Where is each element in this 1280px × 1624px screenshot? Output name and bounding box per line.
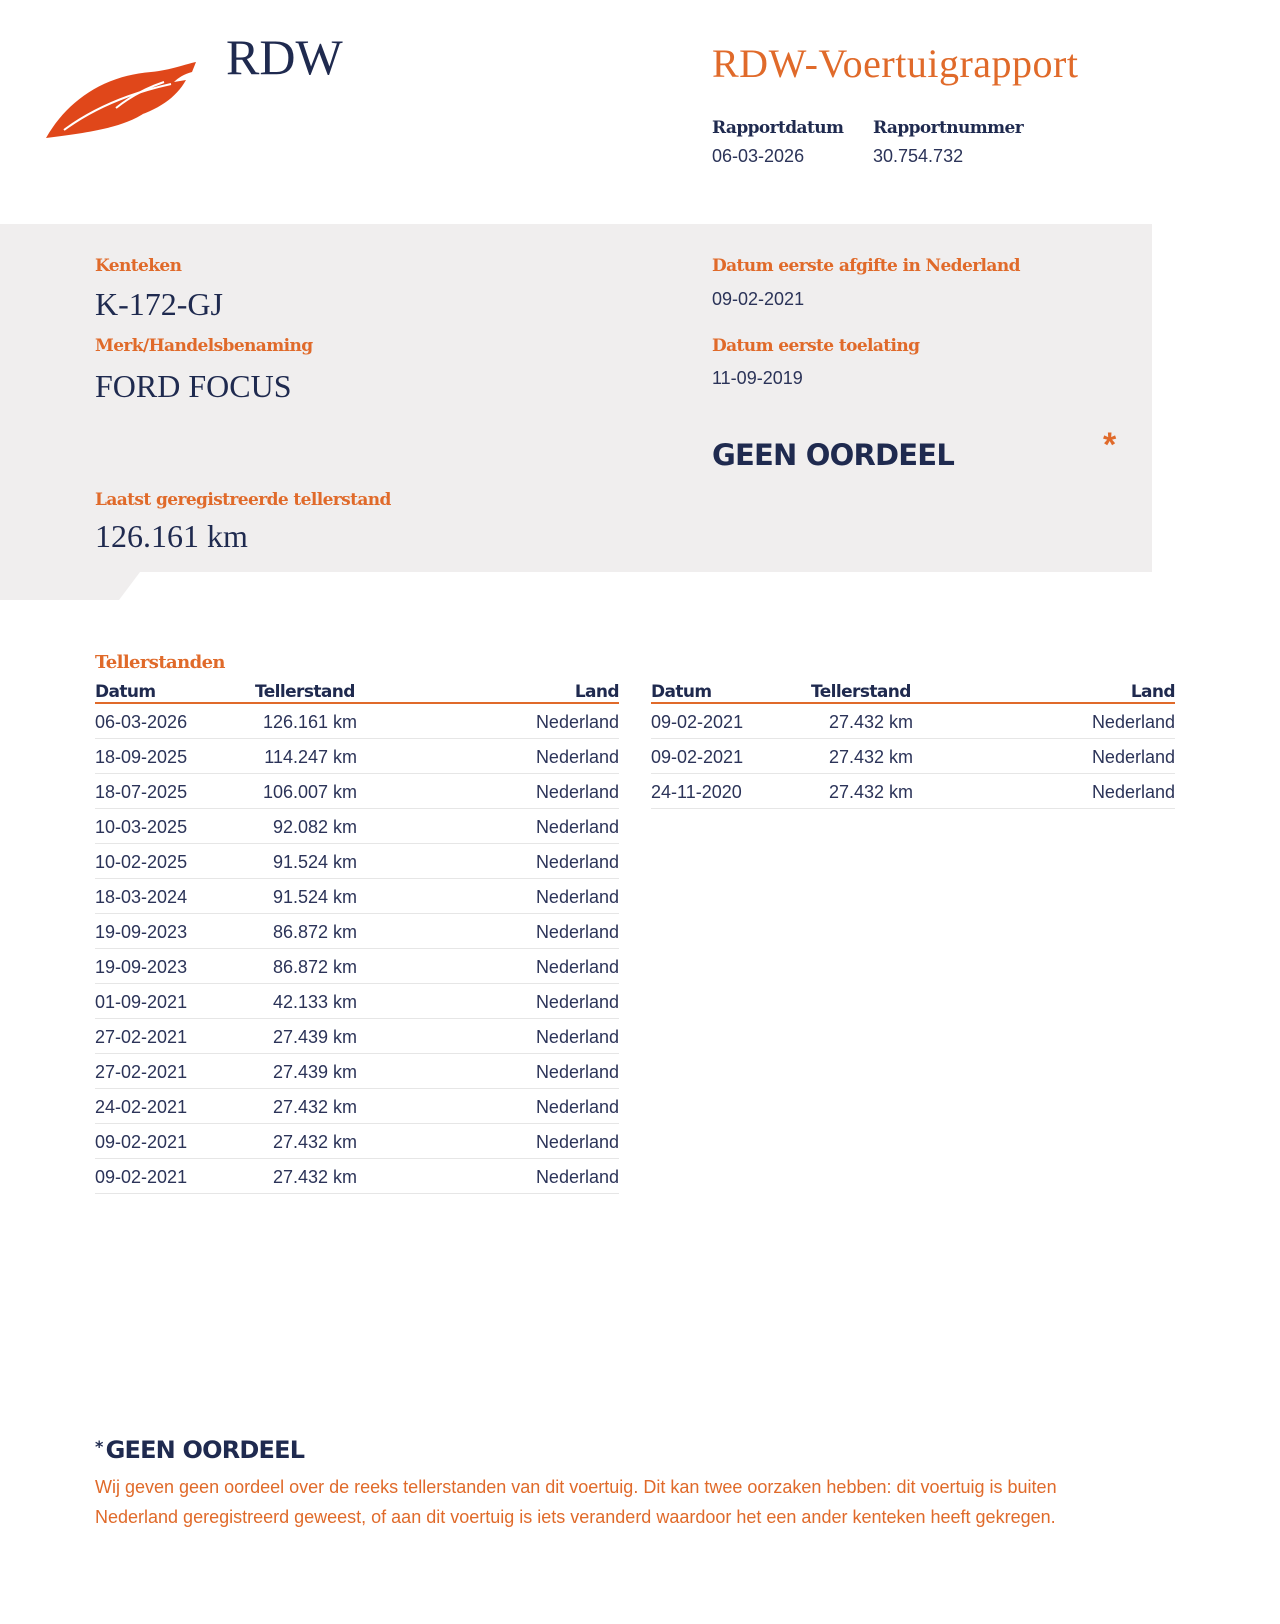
row-reading: 27.439 km: [272, 1027, 357, 1047]
table-row: [95, 949, 619, 984]
table-header: [95, 680, 619, 704]
table-row: [95, 914, 619, 949]
first-admission-value: 11-09-2019: [712, 368, 803, 388]
first-admission-label: Datum eerste toelating: [712, 336, 920, 356]
row-reading: 27.432 km: [828, 747, 913, 767]
report-date-value: 06-03-2026: [712, 146, 805, 166]
header-reading: Tellerstand: [255, 682, 355, 702]
row-reading: 27.432 km: [828, 782, 913, 802]
footnote-title: [95, 1436, 304, 1464]
row-reading: 92.082 km: [272, 817, 357, 837]
row-date: 27-02-2021: [95, 1062, 188, 1082]
table-row: [95, 1019, 619, 1054]
row-country: Nederland: [535, 1167, 619, 1187]
row-country: Nederland: [535, 852, 619, 872]
verdict-marker: *: [1103, 426, 1117, 464]
verdict: GEEN OORDEEL: [712, 438, 954, 472]
row-date: 01-09-2021: [95, 992, 188, 1012]
row-country: Nederland: [535, 782, 619, 802]
table-row: [95, 809, 619, 844]
row-country: Nederland: [535, 1062, 619, 1082]
report-number-label: Rapportnummer: [873, 118, 1024, 138]
row-reading: 86.872 km: [272, 922, 357, 942]
row-date: 06-03-2026: [95, 712, 188, 732]
row-country: Nederland: [535, 712, 619, 732]
table-row: [95, 879, 619, 914]
row-country: Nederland: [535, 817, 619, 837]
row-country: Nederland: [535, 747, 619, 767]
rdw-feather-logo-icon: [46, 58, 206, 140]
table-row: [95, 704, 619, 739]
plate-label: Kenteken: [95, 256, 182, 276]
make-value: FORD FOCUS: [95, 368, 292, 404]
plate-value: K-172-GJ: [95, 286, 223, 322]
table-row: [95, 739, 619, 774]
row-date: 18-03-2024: [95, 887, 188, 907]
mileage-value: 126.161 km: [95, 518, 248, 554]
row-country: Nederland: [535, 887, 619, 907]
table-row: [95, 1124, 619, 1159]
row-reading: 27.432 km: [272, 1097, 357, 1117]
row-reading: 114.247 km: [264, 747, 357, 767]
row-country: Nederland: [1091, 782, 1175, 802]
row-date: 18-07-2025: [95, 782, 188, 802]
mileage-label: Laatst geregistreerde tellerstand: [95, 490, 391, 510]
report-date-label: Rapportdatum: [712, 118, 844, 138]
header-country: Land: [1130, 682, 1175, 702]
row-date: 09-02-2021: [651, 712, 744, 732]
first-nl-label: Datum eerste afgifte in Nederland: [712, 256, 1020, 276]
row-date: 24-11-2020: [651, 782, 742, 802]
table-row: [95, 1054, 619, 1089]
row-reading: 27.432 km: [272, 1132, 357, 1152]
row-country: Nederland: [1091, 747, 1175, 767]
row-date: 10-03-2025: [95, 817, 188, 837]
row-country: Nederland: [535, 922, 619, 942]
row-date: 19-09-2023: [95, 922, 188, 942]
row-reading: 42.133 km: [272, 992, 357, 1012]
table-row: [95, 774, 619, 809]
table-row: [651, 704, 1175, 739]
row-country: Nederland: [1091, 712, 1175, 732]
header-date: Datum: [651, 682, 712, 702]
table-row: [95, 1089, 619, 1124]
report-title: RDW-Voertuigrapport: [712, 41, 1079, 86]
header-country: Land: [574, 682, 619, 702]
row-country: Nederland: [535, 1027, 619, 1047]
row-reading: 27.439 km: [272, 1062, 357, 1082]
row-date: 27-02-2021: [95, 1027, 188, 1047]
row-date: 19-09-2023: [95, 957, 188, 977]
table-row: [651, 774, 1175, 809]
brand-name: RDW: [226, 29, 343, 85]
odometer-table-left: [95, 680, 619, 1194]
report-date: [712, 118, 843, 167]
header-date: Datum: [95, 682, 156, 702]
row-date: 18-09-2025: [95, 747, 188, 767]
row-reading: 91.524 km: [272, 887, 357, 907]
first-nl-value: 09-02-2021: [712, 289, 805, 309]
table-header: [651, 680, 1175, 704]
footnote-title-text: GEEN OORDEEL: [105, 1436, 305, 1464]
table-row: [95, 1159, 619, 1194]
row-country: Nederland: [535, 1132, 619, 1152]
report-number-value: 30.754.732: [873, 146, 964, 166]
row-date: 09-02-2021: [95, 1167, 188, 1187]
make-label: Merk/Handelsbenaming: [95, 336, 313, 356]
panel-tail-decoration: [0, 572, 140, 600]
table-row: [95, 844, 619, 879]
report-number: [873, 118, 1023, 167]
row-reading: 106.007 km: [262, 782, 357, 802]
row-reading: 126.161 km: [262, 712, 357, 732]
row-reading: 27.432 km: [828, 712, 913, 732]
row-country: Nederland: [535, 1097, 619, 1117]
row-country: Nederland: [535, 992, 619, 1012]
row-date: 10-02-2025: [95, 852, 188, 872]
row-reading: 91.524 km: [272, 852, 357, 872]
row-reading: 27.432 km: [272, 1167, 357, 1187]
row-country: Nederland: [535, 957, 619, 977]
table-row: [651, 739, 1175, 774]
footnote-marker: *: [95, 1437, 103, 1456]
row-date: 09-02-2021: [651, 747, 744, 767]
footnote-text: Wij geven geen oordeel over de reeks tellerstanden van dit voertuig. Dit kan twee oorzaken hebben: dit voertuig is buiten Nederland geregistreerd geweest, of aan dit voertuig is iets veranderd waardoor het een ander kenteken heeft gekregen.: [95, 1477, 1057, 1527]
odometer-table-right: [651, 680, 1175, 809]
row-date: 24-02-2021: [95, 1097, 188, 1117]
row-date: 09-02-2021: [95, 1132, 188, 1152]
row-reading: 86.872 km: [272, 957, 357, 977]
odometer-section-title: Tellerstanden: [95, 652, 225, 673]
table-row: [95, 984, 619, 1019]
header-reading: Tellerstand: [811, 682, 911, 702]
